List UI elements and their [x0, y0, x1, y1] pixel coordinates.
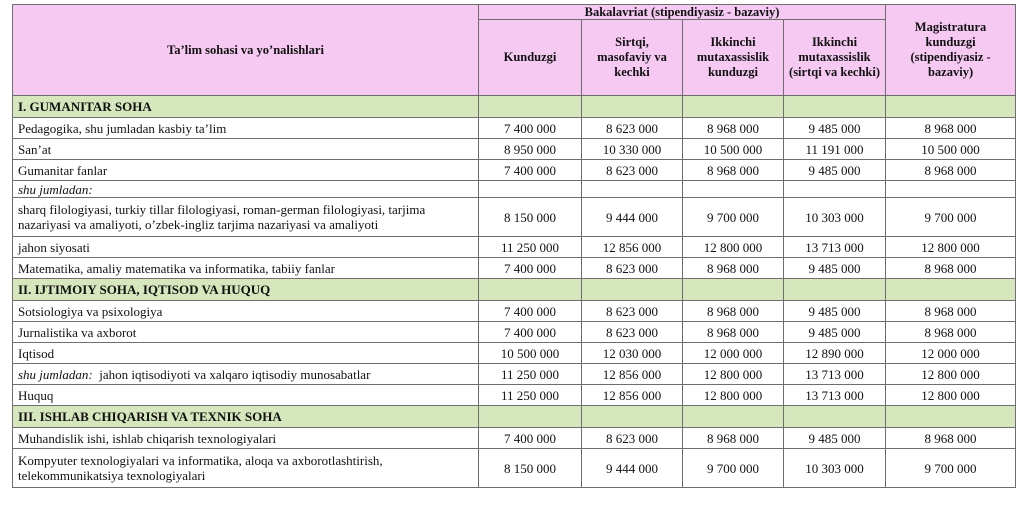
cell-masters: 12 000 000 — [886, 343, 1016, 364]
row-label: Jurnalistika va axborot — [13, 322, 479, 343]
cell-masters: 9 700 000 — [886, 449, 1016, 488]
table-row — [13, 139, 1016, 160]
cell-correspondence: 8 623 000 — [582, 322, 683, 343]
cell-daytime: 7 400 000 — [479, 118, 582, 139]
cell-second-daytime: 12 800 000 — [683, 385, 784, 406]
cell-daytime: 7 400 000 — [479, 301, 582, 322]
cell-second-correspondence: 9 485 000 — [784, 301, 886, 322]
cell-second-correspondence: 9 485 000 — [784, 428, 886, 449]
header-second-specialty-correspondence: Ikkinchi mutaxassislik (sirtqi va kechki) — [784, 20, 886, 96]
cell-masters: 8 968 000 — [886, 160, 1016, 181]
cell-second-correspondence: 13 713 000 — [784, 237, 886, 258]
cell-masters: 12 800 000 — [886, 364, 1016, 385]
section-row — [13, 279, 1016, 301]
row-label: Matematika, amaliy matematika va informatika, tabiiy fanlar — [13, 258, 479, 279]
table-row — [13, 428, 1016, 449]
cell-daytime: 7 400 000 — [479, 428, 582, 449]
cell-second-daytime: 10 500 000 — [683, 139, 784, 160]
cell-second-daytime: 8 968 000 — [683, 118, 784, 139]
cell-second-correspondence: 11 191 000 — [784, 139, 886, 160]
table-row — [13, 343, 1016, 364]
row-label-with-prefix — [13, 364, 479, 385]
cell-correspondence: 12 856 000 — [582, 364, 683, 385]
cell-second-daytime: 8 968 000 — [683, 301, 784, 322]
cell-correspondence: 9 444 000 — [582, 198, 683, 237]
cell-second-correspondence: 9 485 000 — [784, 258, 886, 279]
table-row — [13, 322, 1016, 343]
cell-second-correspondence: 10 303 000 — [784, 198, 886, 237]
cell-daytime: 11 250 000 — [479, 385, 582, 406]
header-education-field: Ta’lim sohasi va yo’nalishlari — [13, 5, 479, 96]
section-title: III. ISHLAB CHIQARISH VA TEXNIK SOHA — [13, 406, 479, 428]
cell-daytime: 11 250 000 — [479, 237, 582, 258]
cell-second-correspondence: 9 485 000 — [784, 322, 886, 343]
cell-correspondence: 10 330 000 — [582, 139, 683, 160]
cell-second-daytime: 8 968 000 — [683, 322, 784, 343]
row-label: jahon iqtisodiyoti va xalqaro iqtisodiy munosabatlar — [99, 366, 371, 382]
cell-daytime: 7 400 000 — [479, 160, 582, 181]
row-label: Pedagogika, shu jumladan kasbiy ta’lim — [13, 118, 479, 139]
cell-correspondence: 8 623 000 — [582, 301, 683, 322]
section-title: I. GUMANITAR SOHA — [13, 96, 479, 118]
table-row — [13, 198, 1016, 237]
cell-correspondence: 12 856 000 — [582, 237, 683, 258]
cell-correspondence: 8 623 000 — [582, 160, 683, 181]
cell-correspondence: 8 623 000 — [582, 258, 683, 279]
cell-masters: 8 968 000 — [886, 118, 1016, 139]
table-row — [13, 160, 1016, 181]
table-row — [13, 449, 1016, 488]
cell-daytime: 7 400 000 — [479, 322, 582, 343]
cell-second-daytime: 8 968 000 — [683, 160, 784, 181]
row-label: jahon siyosati — [13, 237, 479, 258]
cell-masters: 8 968 000 — [886, 322, 1016, 343]
cell-daytime: 11 250 000 — [479, 364, 582, 385]
table-row — [13, 364, 1016, 385]
cell-correspondence: 12 856 000 — [582, 385, 683, 406]
tuition-table-wrapper — [12, 4, 1015, 488]
row-label: sharq filologiyasi, turkiy tillar filologiyasi, roman-german filologiyasi, tarjima nazariyasi va amaliyoti, o’zbek-ingliz tarjima nazariyasi va amaliyoti — [13, 198, 479, 237]
cell-second-daytime: 12 000 000 — [683, 343, 784, 364]
cell-daytime: 10 500 000 — [479, 343, 582, 364]
cell-correspondence: 8 623 000 — [582, 428, 683, 449]
table-row — [13, 237, 1016, 258]
row-prefix: shu jumladan: — [18, 366, 93, 382]
cell-second-daytime: 12 800 000 — [683, 237, 784, 258]
cell-daytime: 8 150 000 — [479, 198, 582, 237]
header-daytime: Kunduzgi — [479, 20, 582, 96]
table-row — [13, 181, 1016, 198]
row-label: Kompyuter texnologiyalari va informatika, aloqa va axborotlashtirish, telekommunikatsiya texnologiyalari — [13, 449, 479, 488]
cell-correspondence: 9 444 000 — [582, 449, 683, 488]
cell-second-daytime: 9 700 000 — [683, 198, 784, 237]
cell-second-correspondence: 13 713 000 — [784, 364, 886, 385]
cell-second-daytime: 12 800 000 — [683, 364, 784, 385]
row-label: Muhandislik ishi, ishlab chiqarish texnologiyalari — [13, 428, 479, 449]
header-masters-daytime: Magistratura kunduzgi (stipendiyasiz - bazaviy) — [886, 5, 1016, 96]
cell-masters: 9 700 000 — [886, 198, 1016, 237]
row-label: Huquq — [13, 385, 479, 406]
table-row — [13, 385, 1016, 406]
cell-masters: 10 500 000 — [886, 139, 1016, 160]
cell-masters: 8 968 000 — [886, 428, 1016, 449]
section-row — [13, 96, 1016, 118]
row-label: San’at — [13, 139, 479, 160]
section-title: II. IJTIMOIY SOHA, IQTISOD VA HUQUQ — [13, 279, 479, 301]
table-row — [13, 118, 1016, 139]
cell-second-daytime: 8 968 000 — [683, 428, 784, 449]
cell-correspondence: 12 030 000 — [582, 343, 683, 364]
table-row — [13, 301, 1016, 322]
row-label: Gumanitar fanlar — [13, 160, 479, 181]
cell-daytime: 8 150 000 — [479, 449, 582, 488]
cell-second-correspondence: 10 303 000 — [784, 449, 886, 488]
tuition-table — [12, 4, 1016, 488]
header-correspondence: Sirtqi, masofaviy va kechki — [582, 20, 683, 96]
row-note: shu jumladan: — [13, 181, 479, 198]
cell-second-correspondence: 9 485 000 — [784, 160, 886, 181]
cell-daytime: 7 400 000 — [479, 258, 582, 279]
cell-second-correspondence: 9 485 000 — [784, 118, 886, 139]
header-bachelor-group: Bakalavriat (stipendiyasiz - bazaviy) — [479, 5, 886, 20]
cell-correspondence: 8 623 000 — [582, 118, 683, 139]
cell-second-daytime: 9 700 000 — [683, 449, 784, 488]
cell-masters: 12 800 000 — [886, 237, 1016, 258]
row-label: Iqtisod — [13, 343, 479, 364]
cell-second-correspondence: 12 890 000 — [784, 343, 886, 364]
row-label: Sotsiologiya va psixologiya — [13, 301, 479, 322]
cell-daytime: 8 950 000 — [479, 139, 582, 160]
table-row — [13, 258, 1016, 279]
cell-masters: 8 968 000 — [886, 301, 1016, 322]
cell-masters: 8 968 000 — [886, 258, 1016, 279]
cell-masters: 12 800 000 — [886, 385, 1016, 406]
cell-second-correspondence: 13 713 000 — [784, 385, 886, 406]
section-row — [13, 406, 1016, 428]
cell-second-daytime: 8 968 000 — [683, 258, 784, 279]
header-second-specialty-daytime: Ikkinchi mutaxassislik kunduzgi — [683, 20, 784, 96]
